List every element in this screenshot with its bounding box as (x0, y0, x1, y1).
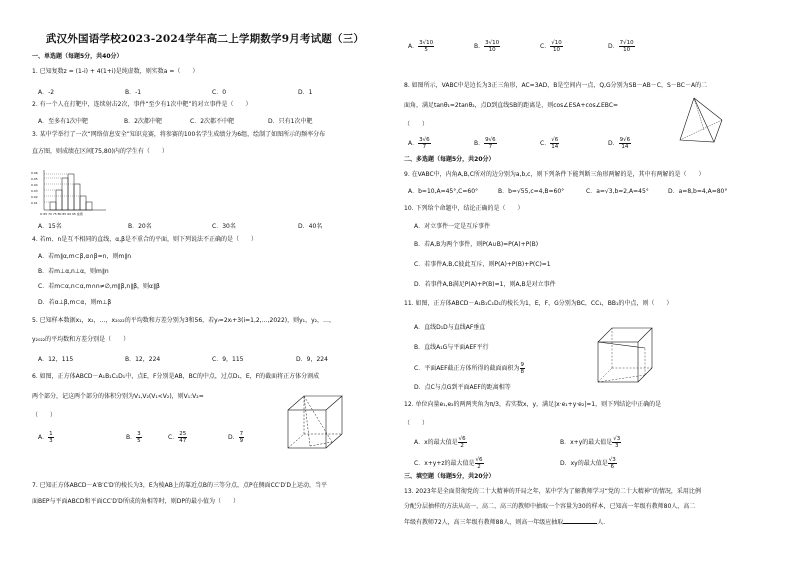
question-3-line1: 3. 某中学举行了一次“网络信息安全”知识竞赛，将参赛的100名学生成绩分为6组，绘制了如图所示的频率分布 (32, 131, 326, 138)
tetrahedron-figure-q8 (676, 94, 726, 146)
q3-option-a[interactable]: A．15名 (38, 223, 62, 230)
question-8-line1: 8. 如图所示，VABC中是边长为3正三角形，AC=3AD，B是空间内一点，Q,G分别为SB－AB－C，S－BC－A的二 (404, 82, 708, 89)
section-fill-blank: 三、填空题（每题5分，共20分） (404, 473, 495, 480)
q10-option-c[interactable]: C．若事件A,B,C彼此互斥，则P(A)+P(B)+P(C)=1 (414, 261, 551, 268)
question-12-blank: （ ） (404, 420, 429, 427)
q7-option-a[interactable]: A． $\frac{3√10}{5}$ (408, 40, 434, 53)
q5-option-b[interactable]: B．12，224 (125, 356, 161, 363)
exam-title: 武汉外国语学校2023-2024学年高二上学期数学9月考试题（三） (45, 33, 365, 45)
hist-y-tick: 0.05 (31, 177, 38, 181)
q9-option-b[interactable]: B．b=√55,c=4,B=60° (498, 188, 565, 195)
q4-option-c[interactable]: C．若m⊂α,n⊂α,m∩n≠∅,m∥β,n∥β，则α∥β (38, 283, 160, 290)
hist-bar (50, 202, 56, 210)
q2-option-c[interactable]: C．2次都不中靶 (190, 118, 235, 125)
q8-option-d[interactable]: D． $\frac{9√6}{14}$ (608, 137, 631, 150)
question-12: 12. 单位向量e₁,e₂的两两夹角为π/3，若实数x，y，满足|x·e₁+y·e₂|=1，则下列结论中正确的是 (404, 401, 662, 408)
question-13-line2: 分配分层抽样的方法从高一、高二、高三的教师中抽取一个容量为30的样本，已知高一年级有教师80人，高二 (404, 503, 696, 510)
question-1: 1. 已知复数z = (1-i) + 4(1+i)是纯虚数，则实数a =（ ） (32, 68, 199, 75)
q6-option-a[interactable]: A． $\frac{1}{3}$ (38, 431, 53, 444)
hist-x-axis: O 65 70 75 80 85 90 95 成绩 (40, 212, 83, 216)
q11-option-c[interactable]: C．平面AEF截正方体所得的截面面积为 $\frac{9}{8}$ (414, 362, 525, 375)
hist-bar (62, 178, 68, 210)
q2-option-a[interactable]: A．至多有1次中靶 (38, 118, 88, 125)
hist-bar (86, 202, 92, 210)
question-7-line1: 7. 已知正方体ABCD－A′B′C′D′的棱长为3，E为棱AB上的靠近点B的三等分点，点P在侧面CC′D′D上运动，当平 (32, 482, 327, 489)
q6-option-c[interactable]: C． $\frac{25}{47}$ (168, 431, 187, 444)
hist-bar (56, 190, 62, 210)
q9-option-d[interactable]: D．a=8,b=4,A=80° (668, 188, 728, 195)
question-9: 9. 在VABC中，内角A,B,C所对的边分别为a,b,c，则下列条件下能判断三角形两解的是，其中有两解的是（ ） (404, 171, 705, 178)
q9-option-c[interactable]: C．a=√3,b=2,A=45° (586, 188, 649, 195)
q3-option-c[interactable]: C．30名 (212, 223, 236, 230)
question-4: 4. 若m、n是互不相同的直线，α,β是不重合的平面，则下列说法不正确的是（ ） (32, 236, 257, 243)
q10-option-b[interactable]: B．若A,B为两个事件，则P(A∪B)=P(A)+P(B) (414, 241, 539, 248)
q5-option-c[interactable]: C．9，115 (212, 356, 244, 363)
q4-option-d[interactable]: D．若α⊥β,m⊂α，则m⊥β (38, 299, 112, 306)
q2-option-b[interactable]: B．2次都中靶 (124, 118, 162, 125)
question-11: 11. 如图，正方体ABCD－A₁B₁C₁D₁的棱长为1，E，F，G分别为BC，CC₁，BB₁的中点，则（ ） (404, 300, 673, 307)
q6-option-d[interactable]: D． $\frac{7}{9}$ (228, 431, 244, 444)
q7-option-b[interactable]: B． $\frac{3√10}{10}$ (474, 40, 500, 53)
q6-option-b[interactable]: B． $\frac{3}{5}$ (126, 431, 141, 444)
section-multi-choice: 二、多选题（每题5分，共20分） (404, 156, 495, 163)
q5-option-a[interactable]: A．12，115 (38, 356, 74, 363)
q11-option-a[interactable]: A．直线D₁D与直线AF垂直 (414, 324, 486, 331)
q3-option-b[interactable]: B．20名 (128, 223, 152, 230)
question-10: 10. 下列给个命题中，结论正确的是（ ） (404, 205, 524, 212)
question-5-line2: y₂₀₂₂的平均数和方差分别是（ ） (32, 336, 130, 343)
q4-option-b[interactable]: B．若m⊥α,n⊥α，则m∥n (38, 268, 109, 275)
q1-option-b[interactable]: B．-1 (125, 89, 142, 96)
q12-option-c[interactable]: C．x+y+z的最大值是 $\frac{√6}{2}$ (414, 457, 483, 470)
question-5-line1: 5. 已知样本数据x₁，x₂，…，x₂₀₂₂的平均数和方差分别为3和56，若yᵢ=2xᵢ+3(i=1,2,…,2022)，则y₁，y₂，…， (32, 317, 336, 324)
q5-option-d[interactable]: D．9，224 (296, 356, 328, 363)
section-single-choice: 一、单选题（每题5分，共40分） (32, 53, 123, 60)
hist-bar (68, 174, 74, 210)
cube-figure-q6 (280, 392, 350, 454)
q10-option-a[interactable]: A．对立事件一定是互斥事件 (414, 223, 491, 230)
question-7-line2: 面BEP与平面ABCD和平面CC′D′D所成的角相等时，则DP的最小值为（ ） (32, 498, 240, 505)
question-6-line3: （ ） (32, 412, 57, 419)
hist-bar (74, 184, 80, 210)
q1-option-d[interactable]: D．1 (298, 89, 313, 96)
hist-y-tick: 0.04 (31, 183, 38, 187)
q10-option-d[interactable]: D．若事件A,B满足P(A)+P(B)=1，则A,B是对立事件 (414, 281, 556, 288)
q7-option-d[interactable]: D． $\frac{7√10}{10}$ (608, 40, 634, 53)
q12-option-d[interactable]: D．xy的最大值是 $\frac{√3}{6}$ (560, 457, 616, 470)
question-6-line1: 6. 如图，正方体ABCD－A₁B₁C₁D₁中，点E，F分别是AB，BC的中点，过点D₁，E，F的截面将正方体分割成 (32, 373, 320, 380)
question-8-line3: （ ） (404, 121, 429, 128)
q1-option-c[interactable]: C．0 (212, 89, 227, 96)
q9-option-a[interactable]: A．b=10,A=45°,C=60° (408, 188, 479, 195)
question-2: 2. 有一个人在打靶中，连续射击2次，事件“至少有1次中靶”的对立事件是（ ） (32, 101, 252, 108)
q12-option-a[interactable]: A．x的最大值是 $\frac{√6}{2}$ (414, 436, 466, 449)
question-13-line1: 13. 2023年是全面贯彻党的二十大精神的开局之年，某中学为了解教师学习“党的二十大精神”的情况，采用比例 (404, 488, 701, 495)
q4-option-a[interactable]: A．若m∥α,m⊂β,α∩β=n，则m∥n (38, 253, 132, 260)
q11-option-d[interactable]: D．点C与点G到平面AEF的距离相等 (414, 384, 511, 391)
hist-bar (80, 196, 86, 210)
q7-option-c[interactable]: C． $\frac{√10}{10}$ (540, 40, 562, 53)
frequency-histogram (30, 168, 110, 218)
hist-y-tick: 0.02 (31, 195, 38, 199)
q8-option-a[interactable]: A． $\frac{3√6}{7}$ (408, 137, 430, 150)
q8-option-b[interactable]: B． $\frac{9√6}{7}$ (474, 137, 496, 150)
question-3-line2: 直方图，则成绩在区间[75,80)内的学生有（ ） (32, 148, 168, 155)
q2-option-d[interactable]: D．只有1次中靶 (268, 118, 313, 125)
hist-y-tick: 0.06 (31, 171, 38, 175)
question-13-line3: 年级有教师72人，高三年级有教师88人，则高一年级应抽取 人． (404, 519, 610, 526)
q11-option-b[interactable]: B．直线A₁G与平面AEF平行 (414, 344, 489, 351)
q12-option-b[interactable]: B．x+y的最大值是 $\frac{√3}{3}$ (560, 436, 621, 449)
hist-y-tick: 0.03 (31, 189, 38, 193)
q1-option-a[interactable]: A．-2 (38, 89, 55, 96)
q8-option-c[interactable]: C． $\frac{√6}{14}$ (540, 137, 559, 150)
hist-y-tick: 0.01 (31, 201, 38, 205)
question-8-line2: 面角，满足tanθ₁=2tanθ₂，点D到直线SB的距离是，则cos∠ESA+cos∠EBC= (404, 102, 619, 109)
question-6-line2: 两个部分，记这两个部分的体积分别为V₁,V₂(V₁<V₂)，则V₁:V₂= (32, 393, 204, 400)
cube-figure-q11 (592, 322, 658, 388)
q3-option-d[interactable]: D．40名 (298, 223, 323, 230)
q13-answer-blank[interactable] (563, 518, 597, 524)
